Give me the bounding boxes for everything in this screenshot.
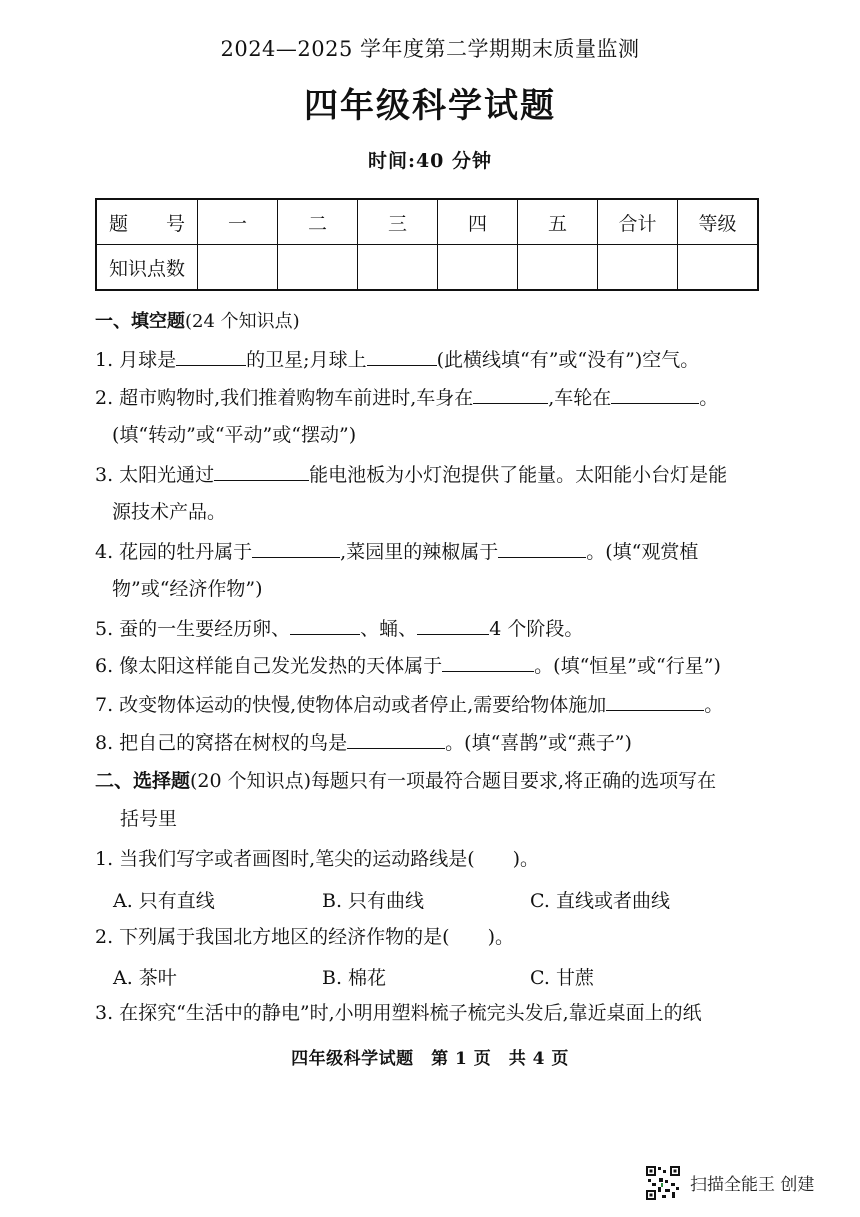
question-2-2: 2. 下列属于我国北方地区的经济作物的是( )。 bbox=[95, 926, 514, 948]
question-1-8 bbox=[95, 730, 632, 755]
question-1-3-cont: 源技术产品。 bbox=[112, 501, 227, 523]
question-text: 2. 超市购物时,我们推着购物车前进时,车身在 bbox=[95, 387, 474, 409]
answer-blank[interactable] bbox=[347, 730, 445, 749]
question-text: 。(填“观赏植 bbox=[586, 541, 699, 563]
answer-blank[interactable] bbox=[290, 616, 360, 635]
answer-blank[interactable] bbox=[611, 385, 699, 404]
question-2-3: 3. 在探究“生活中的静电”时,小明用塑料梳子梳完头发后,靠近桌面上的纸 bbox=[95, 1002, 702, 1024]
section1-title: 一、填空题 bbox=[95, 311, 185, 332]
question-text: 4. 花园的牡丹属于 bbox=[95, 541, 253, 563]
score-table-value-row bbox=[96, 245, 758, 291]
score-cell: 三 bbox=[358, 199, 438, 245]
question-1-3 bbox=[95, 462, 727, 487]
section1-note: (24 个知识点) bbox=[185, 311, 300, 332]
answer-blank[interactable] bbox=[214, 462, 309, 481]
exam-period: 2024—2025 学年度第二学期期末质量监测 bbox=[220, 37, 640, 61]
option-b[interactable]: B. 只有曲线 bbox=[322, 890, 425, 912]
question-1-2 bbox=[95, 385, 718, 410]
question-text: ,菜园里的辣椒属于 bbox=[340, 541, 499, 563]
question-1-2-hint: (填“转动”或“平动”或“摆动”) bbox=[112, 424, 357, 446]
answer-blank[interactable] bbox=[176, 347, 246, 366]
score-table-header-row bbox=[96, 199, 758, 245]
score-input-cell[interactable] bbox=[278, 245, 358, 291]
question-text: 、蛹、 bbox=[360, 618, 418, 640]
question-text: 。(填“喜鹊”或“燕子”) bbox=[445, 732, 632, 754]
score-input-cell[interactable] bbox=[518, 245, 598, 291]
question-1-4-hint: 物”或“经济作物”) bbox=[112, 578, 263, 600]
score-cell: 五 bbox=[518, 199, 598, 245]
score-table bbox=[95, 198, 759, 291]
question-1-6 bbox=[95, 653, 721, 678]
scanner-watermark: 扫描全能王 创建 bbox=[690, 1175, 815, 1195]
question-text: 。 bbox=[699, 387, 719, 409]
page-title: 四年级科学试题 bbox=[304, 86, 556, 126]
question-1-1 bbox=[95, 347, 699, 372]
section2-note-cont: 括号里 bbox=[120, 808, 178, 830]
page-footer: 四年级科学试题 第 1 页 共 4 页 bbox=[291, 1049, 569, 1069]
option-c[interactable]: C. 甘蔗 bbox=[530, 967, 594, 989]
score-input-cell[interactable] bbox=[358, 245, 438, 291]
option-b[interactable]: B. 棉花 bbox=[322, 967, 387, 989]
score-cell: 二 bbox=[278, 199, 358, 245]
answer-blank[interactable] bbox=[252, 539, 340, 558]
question-1-5 bbox=[95, 616, 583, 641]
question-text: 6. 像太阳这样能自己发光发热的天体属于 bbox=[95, 655, 443, 677]
score-cell: 等级 bbox=[678, 199, 759, 245]
option-c[interactable]: C. 直线或者曲线 bbox=[530, 890, 670, 912]
answer-blank[interactable] bbox=[442, 653, 534, 672]
question-text: ,车轮在 bbox=[548, 387, 612, 409]
question-text: 的卫星;月球上 bbox=[246, 349, 367, 371]
section2-heading bbox=[95, 769, 716, 793]
answer-blank[interactable] bbox=[498, 539, 586, 558]
qr-code-icon bbox=[645, 1165, 681, 1201]
score-input-cell[interactable] bbox=[598, 245, 678, 291]
question-text: 8. 把自己的窝搭在树杈的鸟是 bbox=[95, 732, 348, 754]
question-text: 3. 太阳光通过 bbox=[95, 464, 215, 486]
answer-blank[interactable] bbox=[417, 616, 489, 635]
section2-title: 二、选择题 bbox=[95, 770, 191, 792]
score-row-label: 知识点数 bbox=[96, 245, 198, 291]
score-input-cell[interactable] bbox=[438, 245, 518, 291]
score-cell: 四 bbox=[438, 199, 518, 245]
section1-heading bbox=[95, 310, 300, 334]
question-text: (此横线填“有”或“没有”)空气。 bbox=[436, 349, 700, 371]
section2-note: (20 个知识点)每题只有一项最符合题目要求,将正确的选项写在 bbox=[190, 770, 717, 792]
question-text: 。 bbox=[704, 694, 724, 716]
question-text: 7. 改变物体运动的快慢,使物体启动或者停止,需要给物体施加 bbox=[95, 694, 607, 716]
question-text: 。(填“恒星”或“行星”) bbox=[534, 655, 721, 677]
answer-blank[interactable] bbox=[367, 347, 437, 366]
score-cell: 合计 bbox=[598, 199, 678, 245]
question-text: 5. 蚕的一生要经历卵、 bbox=[95, 618, 291, 640]
answer-blank[interactable] bbox=[473, 385, 548, 404]
score-input-cell[interactable] bbox=[678, 245, 759, 291]
option-a[interactable]: A. 只有直线 bbox=[113, 890, 215, 912]
score-cell: 一 bbox=[198, 199, 278, 245]
question-text: 1. 月球是 bbox=[95, 349, 177, 371]
exam-time: 时间:40 分钟 bbox=[367, 150, 493, 172]
score-cell: 题 号 bbox=[96, 199, 198, 245]
question-text: 4 个阶段。 bbox=[489, 618, 584, 640]
question-text: 能电池板为小灯泡提供了能量。太阳能小台灯是能 bbox=[309, 464, 728, 486]
question-1-4 bbox=[95, 539, 698, 564]
question-1-7 bbox=[95, 692, 723, 717]
answer-blank[interactable] bbox=[606, 692, 704, 711]
score-input-cell[interactable] bbox=[198, 245, 278, 291]
question-2-1: 1. 当我们写字或者画图时,笔尖的运动路线是( )。 bbox=[95, 848, 540, 870]
option-a[interactable]: A. 茶叶 bbox=[113, 967, 177, 989]
